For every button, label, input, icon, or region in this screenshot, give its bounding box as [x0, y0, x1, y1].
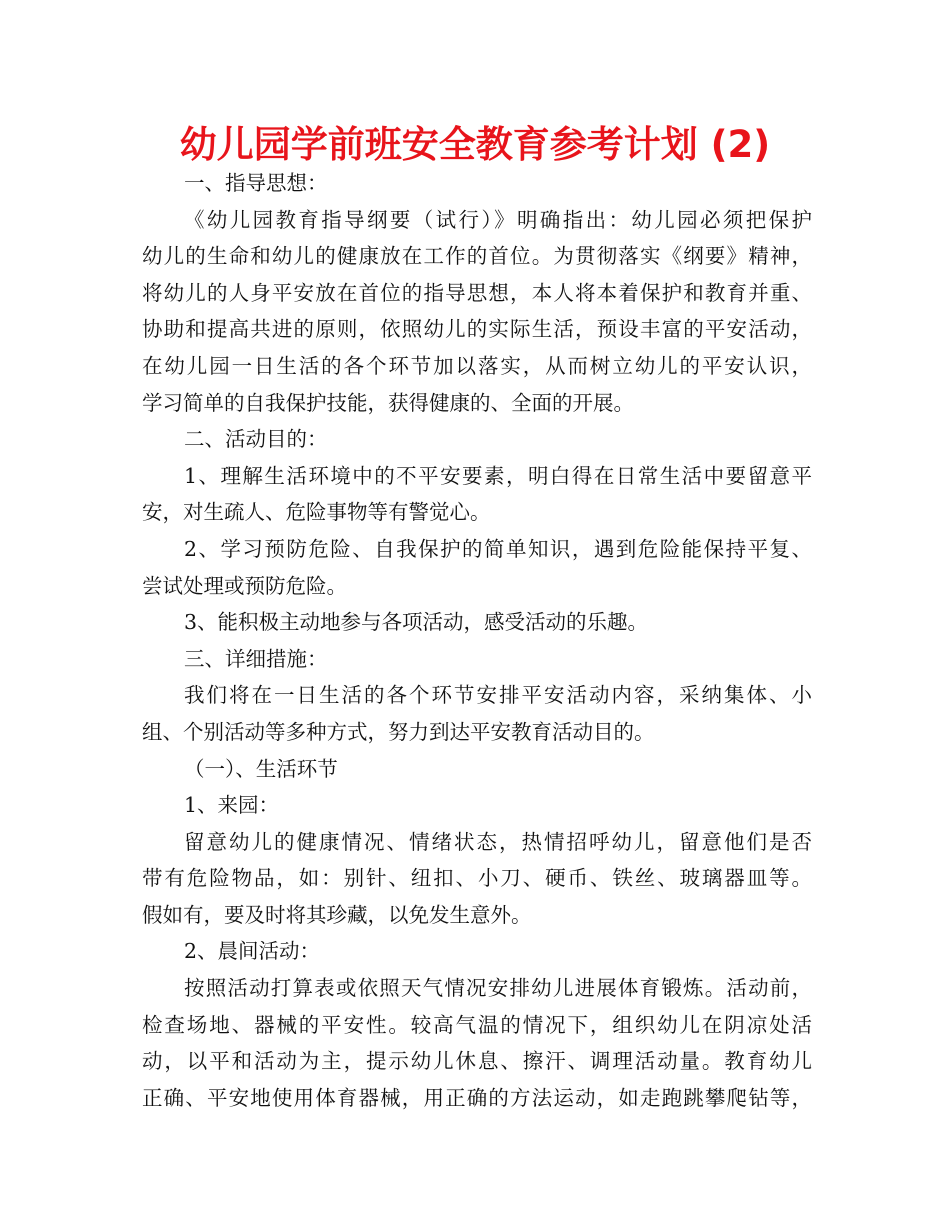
- text-line: 正确、平安地使用体育器械，用正确的方法运动，如走跑跳攀爬钻等，: [142, 1085, 812, 1110]
- text-line: 留意幼儿的健康情况、情绪状态，热情招呼幼儿，留意他们是否: [184, 829, 812, 854]
- text-line: 三、详细措施：: [184, 646, 328, 671]
- text-line: 二、活动目的：: [184, 427, 328, 452]
- text-line: 动，以平和活动为主，提示幼儿休息、擦汗、调理活动量。教育幼儿: [142, 1049, 812, 1074]
- document-body: [142, 165, 812, 1116]
- text-line: 假如有，要及时将其珍藏，以免发生意外。: [142, 902, 532, 927]
- text-line: 《幼儿园教育指导纲要（试行）》明确指出：幼儿园必须把保护: [184, 207, 812, 232]
- text-line: 一、指导思想：: [184, 171, 328, 195]
- text-line: 2、晨间活动：: [184, 939, 321, 964]
- text-line: （一）、生活环节: [184, 756, 338, 781]
- text-line: 幼儿的生命和幼儿的健康放在工作的首位。为贯彻落实《纲要》精神，: [142, 244, 812, 269]
- text-line: 将幼儿的人身平安放在首位的指导思想，本人将本着保护和教育并重、: [142, 280, 812, 305]
- text-line: 在幼儿园一日生活的各个环节加以落实，从而树立幼儿的平安认识，: [142, 353, 812, 378]
- text-line: 1、来园：: [184, 793, 280, 818]
- text-line: 带有危险物品，如：别针、纽扣、小刀、硬币、铁丝、玻璃器皿等。: [142, 866, 812, 891]
- text-line: 协助和提高共进的原则，依照幼儿的实际生活，预设丰富的平安活动，: [142, 317, 812, 342]
- text-line: 我们将在一日生活的各个环节安排平安活动内容，采纳集体、小: [184, 683, 812, 708]
- text-line: 安，对生疏人、危险事物等有警觉心。: [142, 500, 491, 525]
- text-line: 2、学习预防危险、自我保护的简单知识，遇到危险能保持平复、: [184, 536, 812, 561]
- text-line: 1、理解生活环境中的不平安要素，明白得在日常生活中要留意平: [184, 463, 812, 488]
- text-line: 3、能积极主动地参与各项活动，感受活动的乐趣。: [184, 610, 649, 635]
- document-title: 幼儿园学前班安全教育参考计划 (2): [179, 123, 771, 166]
- text-line: 组、个别活动等多种方式，努力到达平安教育活动目的。: [142, 719, 655, 744]
- text-line: 按照活动打算表或依照天气情况安排幼儿进展体育锻炼。活动前，: [184, 976, 812, 1001]
- text-line: 学习简单的自我保护技能，获得健康的、全面的开展。: [142, 390, 634, 415]
- text-line: 尝试处理或预防危险。: [142, 573, 347, 598]
- text-line: 检查场地、器械的平安性。较高气温的情况下，组织幼儿在阴凉处活: [142, 1012, 812, 1037]
